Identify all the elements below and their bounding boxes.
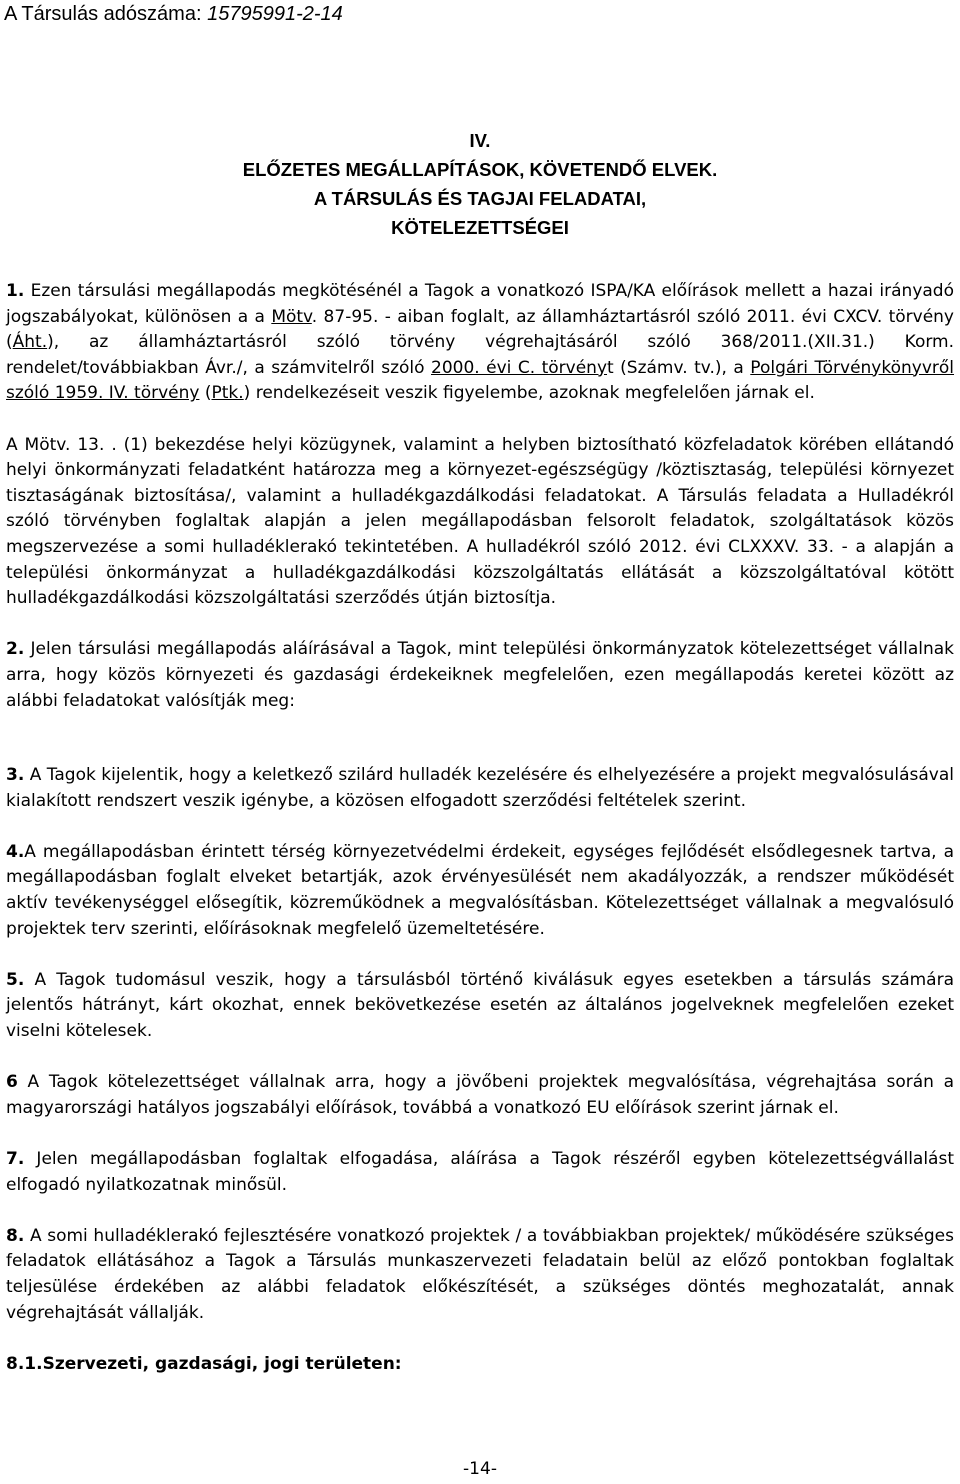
chapter-title-line-2: A TÁRSULÁS ÉS TAGJAI FELADATAI, bbox=[313, 188, 647, 209]
paragraph-number: 4. bbox=[6, 841, 25, 862]
paragraph-text: Jelen megállapodásban foglaltak elfogadása, aláírása a Tagok részéről egyben kötelezettségvállalást elfogadó nyilatkozatnak minősül. bbox=[6, 1149, 954, 1195]
paragraph-7 bbox=[6, 1147, 954, 1198]
paragraph-3 bbox=[6, 763, 954, 814]
chapter-title bbox=[6, 126, 954, 242]
paragraph-text: ), az államháztartásról szóló törvény végrehajtásáról szóló 368/2011.(XII.31.) Korm. rendelet/továbbiakban Ávr./, a számvitelről szóló bbox=[6, 332, 954, 378]
paragraph-text: A megállapodásban érintett térség környezetvédelmi érdekeit, egységes fejlődését elsődlegesnek tartva, a megállapodásban foglalt elveket betartják, azok érvényesülését nem akadályozzák, a rendszer működését aktív tevékenységgel elősegítik, közreműködnek a megvalósításban. Kötelezettséget vállalnak a megvalósuló projektek terv szerinti, előírásoknak megfelelő üzemeltetésére. bbox=[6, 841, 954, 939]
law-reference: Polgári Törvénykönyvről szóló 1959. IV. törvény bbox=[6, 357, 955, 404]
paragraph-number: 6 bbox=[6, 1072, 18, 1093]
paragraph-2 bbox=[6, 637, 954, 714]
paragraph-number: 1. bbox=[6, 281, 25, 301]
law-reference: 2000. évi C. törvény bbox=[431, 357, 608, 378]
paragraph-text: A somi hulladéklerakó fejlesztésére vonatkozó projektek / a továbbiakban projektek/ működésére szükséges feladatok ellátásához a Tagok a Társulás munkaszervezeti feladatain belül az előző pontokban foglaltak teljesülése érdekében az alábbi feladatok előkészítését, a szükséges döntés meghozatalát, annak végrehajtását vállalják. bbox=[6, 1225, 954, 1323]
paragraph-text: A Tagok kötelezettséget vállalnak arra, hogy a jövőbeni projektek megvalósítása, végrehajtása során a magyarországi hatályos jogszabályi előírások, továbbá a vonatkozó EU előírások szerint járnak el. bbox=[6, 1072, 954, 1118]
paragraph-text: Jelen társulási megállapodás aláírásával a Tagok, mint települési önkormányzatok kötelezettséget vállalnak arra, hogy közös környezeti és gazdasági érdekeiknek megfelelően, ezen megállapodás keretei között az alábbi feladatokat valósítják meg: bbox=[6, 639, 954, 711]
paragraph-text: ) rendelkezéseit veszik figyelembe, azoknak megfelelően járnak el. bbox=[243, 383, 815, 404]
paragraph-6 bbox=[6, 1070, 954, 1121]
document-page bbox=[6, 126, 954, 1377]
tax-number: 15795991-2-14 bbox=[207, 3, 343, 25]
header-label: A Társulás adószáma: bbox=[4, 3, 208, 25]
paragraph-text: . 87-95. - aiban foglalt, az államháztartásról szóló 2011. évi CXCV. törvény ( bbox=[6, 306, 954, 353]
paragraph-text: A Tagok kijelentik, hogy a keletkező szilárd hulladék kezelésére és elhelyezésére a projekt megvalósulásával kialakított rendszert veszik igénybe, a közösen elfogadott szerződési feltételek szerint. bbox=[6, 765, 954, 811]
document-header bbox=[4, 3, 343, 26]
law-reference: Ptk. bbox=[211, 383, 244, 404]
chapter-number: IV. bbox=[469, 130, 491, 151]
paragraph-number: 7. bbox=[6, 1149, 25, 1169]
paragraph-4 bbox=[6, 840, 954, 942]
paragraph-text: t (Számv. tv.), a bbox=[607, 357, 751, 378]
paragraph-number: 8. bbox=[6, 1225, 25, 1246]
paragraph-8 bbox=[6, 1224, 954, 1326]
paragraph-1-continued: A Mötv. 13. . (1) bekezdése helyi közügynek, valamint a helyben biztosítható közfeladatok körében ellátandó helyi önkormányzati feladatként határozza meg a környezet-egészségügy /köztisztaság, települési környezet tisztaságának biztosítása/, valamint a hulladékgazdálkodási feladatokat. A Társulás feladata a Hulladékról szóló törvényben foglaltak alapján a jelen megállapodásban felsorolt feladatok, szolgáltatások közös megszervezése a somi hulladéklerakó tekintetében. A hulladékról szóló 2012. évi CLXXXV. 33. - a alapján a települési önkormányzat a hulladékgazdálkodási közszolgáltatás ellátását a közszolgáltatóval kötött hulladékgazdálkodási közszolgáltatási szerződés útján biztosítja. bbox=[6, 434, 954, 609]
paragraph-number: 2. bbox=[6, 639, 25, 660]
law-reference: Áht. bbox=[12, 332, 48, 353]
page-number: -14- bbox=[463, 1459, 497, 1479]
paragraph-number: 5. bbox=[6, 969, 25, 990]
section-heading-8-1: 8.1.Szervezeti, gazdasági, jogi területen: bbox=[6, 1353, 402, 1374]
chapter-title-line-3: KÖTELEZETTSÉGEI bbox=[391, 217, 569, 238]
chapter-title-line-1: ELŐZETES MEGÁLLAPÍTÁSOK, KÖVETENDŐ ELVEK. bbox=[242, 159, 718, 180]
paragraph-text: A Tagok tudomásul veszik, hogy a társulásból történő kiválásuk egyes esetekben a társulás számára jelentős hátrányt, kárt okozhat, ennek bekövetkezése esetén az általános jogelveknek megfelelően ezeket viselni kötelesek. bbox=[6, 969, 954, 1042]
paragraph-text: ( bbox=[199, 383, 212, 404]
paragraph-number: 3. bbox=[6, 765, 25, 786]
paragraph-5 bbox=[6, 968, 954, 1045]
paragraph-text: Ezen társulási megállapodás megkötésénél a Tagok a vonatkozó ISPA/KA előírások mellett a hazai irányadó jogszabályokat, különösen a a bbox=[6, 281, 954, 327]
document-body bbox=[6, 279, 954, 1377]
law-reference: Mötv bbox=[271, 306, 312, 327]
paragraph-1 bbox=[6, 279, 954, 407]
